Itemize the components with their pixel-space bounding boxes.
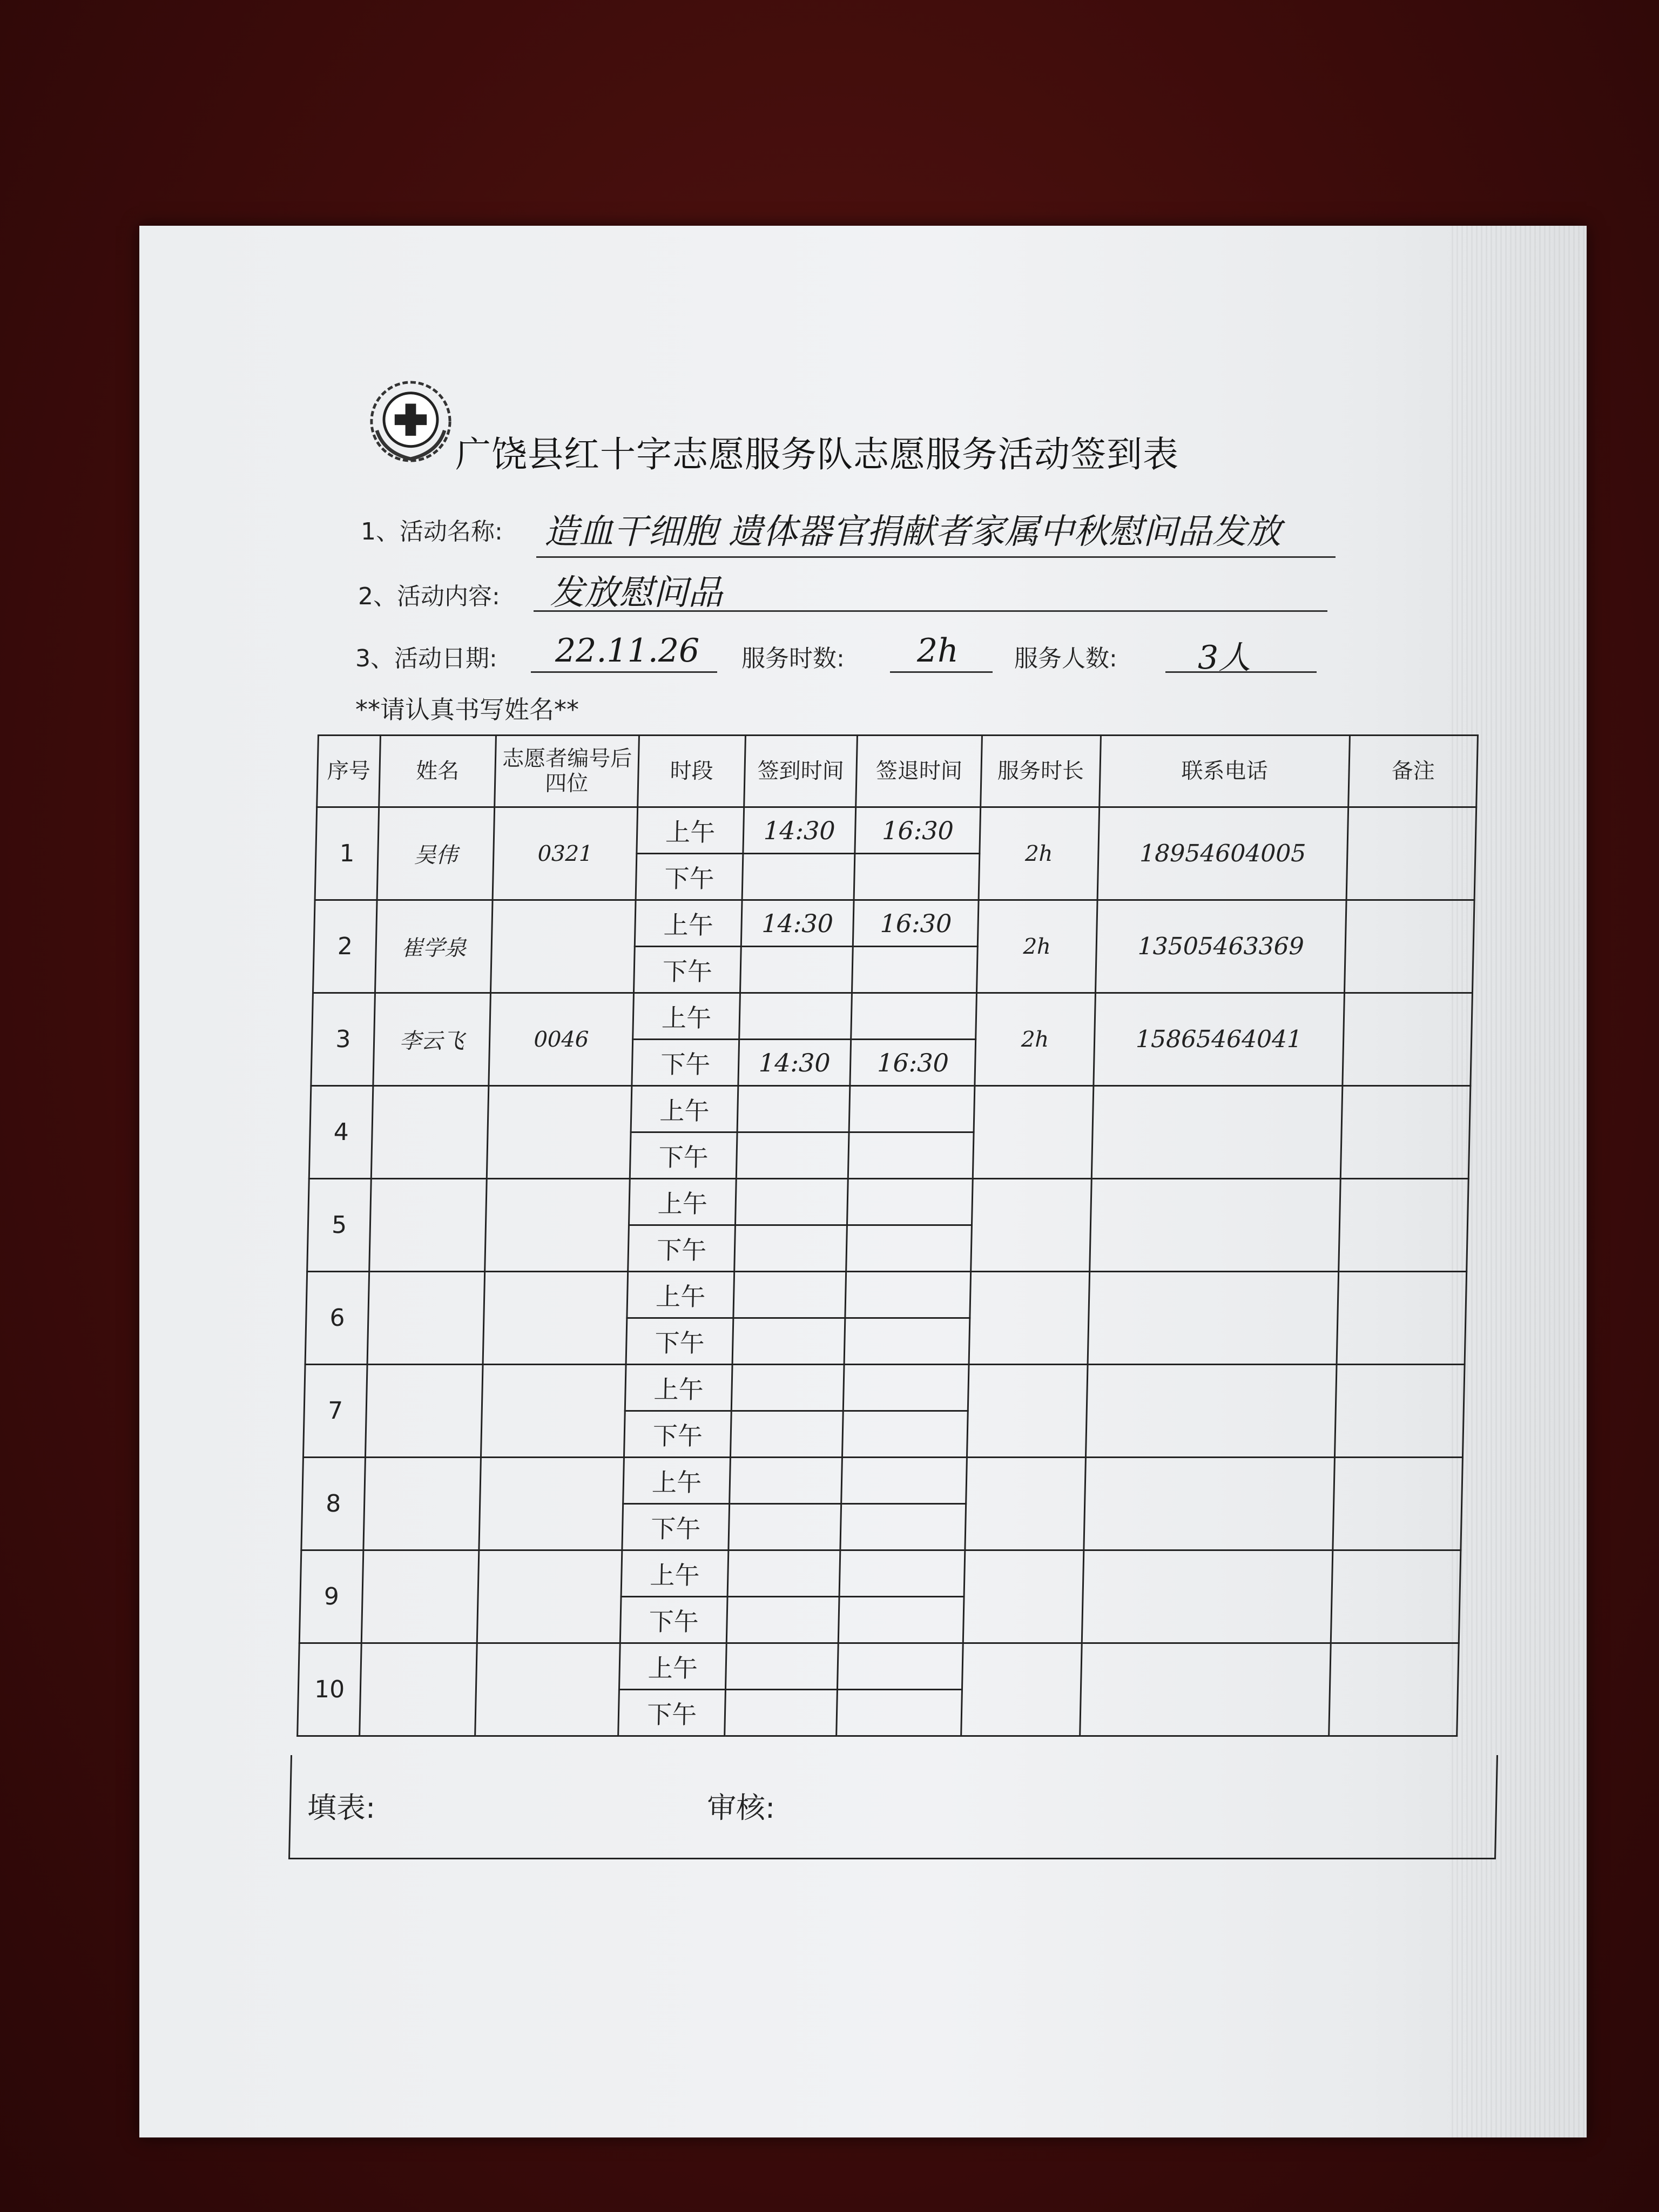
volunteer-code [475, 1643, 621, 1736]
row-number: 9 [299, 1550, 363, 1643]
volunteer-code [490, 900, 636, 993]
period-pm: 下午 [624, 1411, 731, 1458]
row-number: 10 [298, 1643, 362, 1736]
header-name: 姓名 [379, 736, 496, 807]
pm-check-out [837, 1690, 962, 1736]
am-check-out [841, 1458, 967, 1504]
period-pm: 下午 [618, 1690, 725, 1736]
table-row [308, 1179, 1468, 1225]
remark [1335, 1365, 1465, 1458]
pm-check-out [848, 1132, 974, 1179]
phone-number: 18954604005 [1097, 807, 1348, 900]
row-number: 7 [303, 1365, 367, 1458]
volunteer-name: 吴伟 [377, 807, 495, 900]
activity-content-value: 发放慰问品 [550, 573, 723, 613]
table-row [314, 900, 1474, 947]
pm-check-in: 14:30 [738, 1040, 852, 1086]
form-title: 广饶县红十字志愿服务队志愿服务活动签到表 [455, 434, 1179, 475]
am-check-out [838, 1643, 963, 1690]
am-check-out [847, 1179, 973, 1225]
period-am: 上午 [631, 1086, 738, 1132]
period-pm: 下午 [621, 1597, 727, 1643]
period-am: 上午 [635, 900, 742, 947]
pm-check-out: 16:30 [850, 1040, 976, 1086]
phone-number [1082, 1550, 1333, 1643]
activity-name-label: 1、活动名称: [361, 518, 503, 545]
period-am: 上午 [623, 1458, 730, 1504]
service-duration: 2h [977, 900, 1097, 993]
am-check-in [735, 1179, 848, 1225]
phone-number [1091, 1086, 1343, 1179]
service-hours-underline [890, 671, 993, 673]
service-duration [973, 1086, 1094, 1179]
volunteer-code [485, 1179, 630, 1272]
am-check-in [725, 1643, 839, 1690]
row-number: 4 [309, 1086, 373, 1179]
am-check-out: 16:30 [855, 807, 981, 854]
pm-check-in [742, 854, 855, 900]
phone-number: 13505463369 [1095, 900, 1346, 993]
table-row [316, 807, 1476, 854]
period-pm: 下午 [622, 1504, 729, 1550]
table-row [312, 993, 1473, 1040]
pm-check-in [730, 1411, 844, 1458]
period-am: 上午 [629, 1179, 736, 1225]
pm-check-out [844, 1318, 970, 1365]
period-pm: 下午 [628, 1225, 735, 1272]
pm-check-out [840, 1504, 966, 1550]
am-check-in [731, 1365, 845, 1411]
period-am: 上午 [627, 1272, 734, 1318]
am-check-in [729, 1458, 842, 1504]
am-check-out [839, 1550, 965, 1597]
volunteer-name: 崔学泉 [375, 900, 493, 993]
activity-date-value: 22.11.26 [555, 632, 700, 670]
am-check-in [739, 993, 852, 1040]
header-remark: 备注 [1348, 736, 1478, 807]
pm-check-out [852, 947, 978, 993]
row-number: 6 [305, 1272, 369, 1365]
pm-check-in [724, 1690, 838, 1736]
pm-check-in [732, 1318, 846, 1365]
service-hours-label: 服务时数: [741, 645, 845, 672]
activity-content-label: 2、活动内容: [358, 583, 500, 610]
table-row [300, 1550, 1461, 1597]
service-duration [971, 1179, 1091, 1272]
service-duration [965, 1458, 1085, 1550]
activity-date-underline [531, 671, 717, 673]
phone-number [1088, 1272, 1339, 1365]
am-check-out: 16:30 [853, 900, 979, 947]
activity-date-label: 3、活动日期: [355, 645, 497, 672]
filled-by-label: 填表: [307, 1791, 376, 1825]
period-pm: 下午 [626, 1318, 733, 1365]
service-duration: 2h [979, 807, 1099, 900]
remark [1333, 1458, 1462, 1550]
table-row [310, 1086, 1471, 1132]
activity-name-value: 造血干细胞 遗体器官捐献者家属中秋慰问品发放 [544, 512, 1282, 552]
row-number: 5 [307, 1179, 372, 1272]
row-number: 8 [301, 1458, 366, 1550]
am-check-out [845, 1272, 971, 1318]
am-check-in [737, 1086, 851, 1132]
header-no: 序号 [317, 736, 381, 807]
remark [1339, 1179, 1468, 1272]
pm-check-in [726, 1597, 840, 1643]
volunteer-code [487, 1086, 632, 1179]
am-check-in: 14:30 [741, 900, 854, 947]
table-row [306, 1272, 1467, 1318]
phone-number [1080, 1643, 1331, 1736]
service-duration [967, 1365, 1088, 1458]
row-number: 1 [315, 807, 379, 900]
pm-check-in [729, 1504, 842, 1550]
table-row [304, 1365, 1465, 1411]
service-duration [963, 1550, 1084, 1643]
volunteer-code: 0046 [489, 993, 634, 1086]
period-am: 上午 [619, 1643, 726, 1690]
pm-check-out [854, 854, 980, 900]
volunteer-name [362, 1550, 479, 1643]
form-paper [139, 226, 1587, 2137]
volunteer-code [479, 1458, 624, 1550]
name-writing-note: **请认真书写姓名** [355, 695, 579, 724]
remark [1341, 1086, 1471, 1179]
period-pm: 下午 [636, 854, 743, 900]
reviewed-by-label: 审核: [706, 1791, 775, 1825]
sign-in-table [296, 734, 1479, 1737]
row-number: 2 [313, 900, 377, 993]
period-am: 上午 [625, 1365, 732, 1411]
volunteer-code [481, 1365, 626, 1458]
pm-check-out [842, 1411, 968, 1458]
am-check-out [849, 1086, 975, 1132]
pm-check-out [846, 1225, 972, 1272]
phone-number [1089, 1179, 1340, 1272]
volunteer-name [369, 1179, 487, 1272]
volunteer-name [360, 1643, 477, 1736]
remark [1329, 1643, 1459, 1736]
am-check-in [733, 1272, 847, 1318]
header-phone: 联系电话 [1099, 736, 1350, 807]
volunteer-code [483, 1272, 628, 1365]
volunteer-name [367, 1272, 484, 1365]
pm-check-out [839, 1597, 965, 1643]
am-check-out [844, 1365, 969, 1411]
table-header-row [317, 736, 1478, 807]
period-pm: 下午 [634, 947, 741, 993]
header-check-in: 签到时间 [744, 736, 858, 807]
signature-footer [288, 1755, 1498, 1859]
service-duration: 2h [975, 993, 1095, 1086]
period-pm: 下午 [630, 1132, 737, 1179]
remark [1345, 900, 1474, 993]
am-check-in: 14:30 [743, 807, 857, 854]
volunteer-code: 0321 [493, 807, 638, 900]
header-period: 时段 [638, 736, 745, 807]
phone-number [1083, 1458, 1334, 1550]
service-people-value: 3人 [1198, 639, 1251, 677]
service-duration [961, 1643, 1082, 1736]
remark [1337, 1272, 1466, 1365]
period-pm: 下午 [632, 1040, 739, 1086]
service-duration [969, 1272, 1089, 1365]
volunteer-name [366, 1365, 483, 1458]
row-number: 3 [311, 993, 375, 1086]
volunteer-name: 李云飞 [373, 993, 490, 1086]
header-duration: 服务时长 [981, 736, 1101, 807]
table-row [302, 1458, 1463, 1504]
period-am: 上午 [633, 993, 740, 1040]
period-am: 上午 [621, 1550, 728, 1597]
remark [1346, 807, 1476, 900]
pm-check-in [736, 1132, 849, 1179]
am-check-out [851, 993, 977, 1040]
service-hours-value: 2h [917, 632, 959, 670]
pm-check-in [740, 947, 853, 993]
header-volunteer-code: 志愿者编号后四位 [495, 736, 639, 807]
pm-check-in [734, 1225, 847, 1272]
phone-number [1085, 1365, 1337, 1458]
remark [1343, 993, 1472, 1086]
red-cross-emblem-icon [366, 377, 455, 466]
header-check-out: 签退时间 [856, 736, 982, 807]
table-row [298, 1643, 1459, 1690]
volunteer-name [372, 1086, 489, 1179]
period-am: 上午 [637, 807, 744, 854]
activity-name-underline [536, 556, 1336, 558]
volunteer-code [477, 1550, 622, 1643]
service-people-label: 服务人数: [1014, 645, 1117, 672]
am-check-in [727, 1550, 841, 1597]
phone-number: 15865464041 [1093, 993, 1344, 1086]
volunteer-name [363, 1458, 481, 1550]
remark [1331, 1550, 1461, 1643]
